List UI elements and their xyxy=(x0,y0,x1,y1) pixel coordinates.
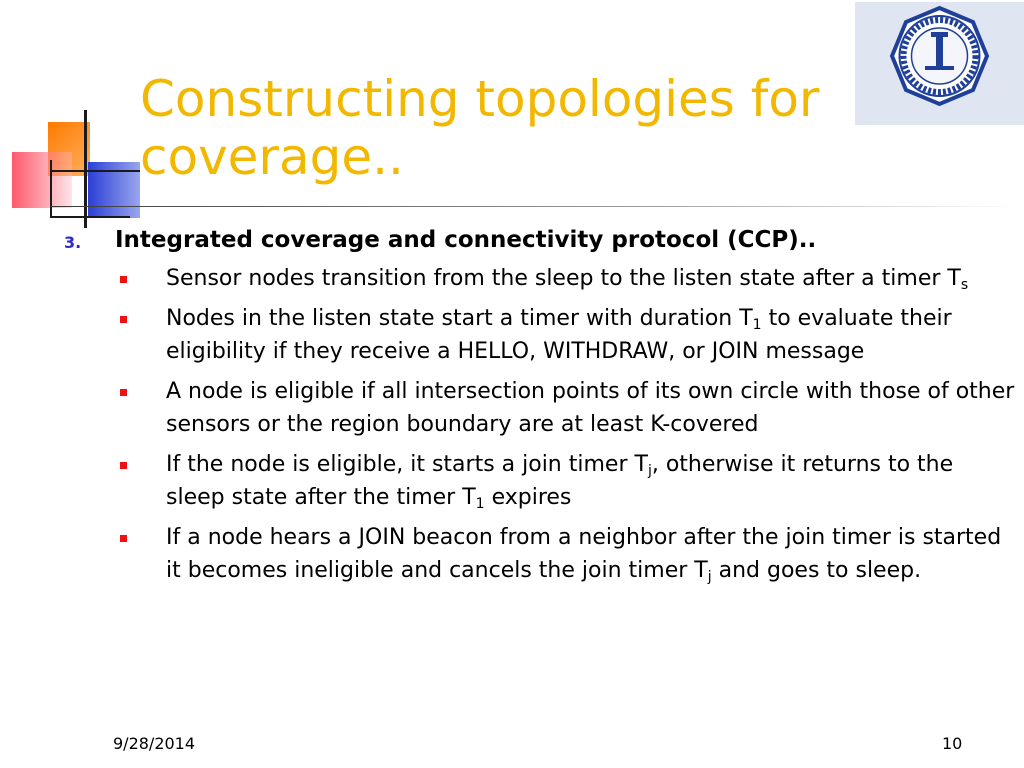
bullet-square-icon xyxy=(120,276,127,283)
subscript: 1 xyxy=(475,496,485,512)
item-heading: Integrated coverage and connectivity protocol (CCP).. xyxy=(115,227,817,253)
vertical-line-2 xyxy=(50,160,52,216)
bullet-square-icon xyxy=(120,535,127,542)
subscript: j xyxy=(647,463,652,479)
item-number: 3. xyxy=(64,233,82,252)
bullet-text: and goes to sleep. xyxy=(711,558,922,583)
bullet-item xyxy=(115,448,1015,514)
bullet-text: If a node hears a JOIN beacon from a neighbor after the join timer is started it becomes ineligible and cancels the join timer T xyxy=(166,525,1002,583)
subscript: 1 xyxy=(752,317,762,333)
bullet-text: Sensor nodes transition from the sleep to the listen state after a timer T xyxy=(166,266,961,291)
university-seal-icon xyxy=(855,2,1024,125)
university-logo xyxy=(855,2,1024,125)
bullet-square-icon xyxy=(120,316,127,323)
page-number: 10 xyxy=(942,734,963,753)
title-divider xyxy=(50,206,1024,207)
bullet-text: A node is eligible if all intersection points of its own circle with those of other sensors or the region boundary are at least K-covered xyxy=(166,379,1015,437)
bullet-item xyxy=(115,262,1015,295)
bullet-text: expires xyxy=(484,485,572,510)
bullet-text: to evaluate their eligibility if they receive a HELLO, WITHDRAW, or JOIN message xyxy=(166,306,952,364)
red-square xyxy=(12,152,72,208)
bullet-text: Nodes in the listen state start a timer with duration T xyxy=(166,306,753,331)
bullet-square-icon xyxy=(120,389,127,396)
subscript: j xyxy=(707,569,712,585)
bullet-text: If the node is eligible, it starts a join timer T xyxy=(166,452,648,477)
slide-body xyxy=(60,224,1015,594)
numbered-item xyxy=(60,224,1015,587)
title-line-1: Constructing topologies for xyxy=(140,70,820,128)
bullet-item xyxy=(115,521,1015,587)
title-line-2: coverage.. xyxy=(140,128,404,186)
subscript: s xyxy=(960,277,969,293)
slide-title xyxy=(140,70,840,186)
bullet-list xyxy=(115,262,1015,587)
horizontal-line-2 xyxy=(50,216,130,218)
horizontal-line xyxy=(50,170,140,172)
decorative-squares xyxy=(10,110,140,230)
vertical-line xyxy=(84,110,87,228)
footer-date: 9/28/2014 xyxy=(113,734,196,753)
bullet-item xyxy=(115,375,1015,441)
bullet-text: , otherwise it returns to the sleep state after the timer T xyxy=(166,452,954,510)
bullet-item xyxy=(115,302,1015,368)
bullet-square-icon xyxy=(120,462,127,469)
